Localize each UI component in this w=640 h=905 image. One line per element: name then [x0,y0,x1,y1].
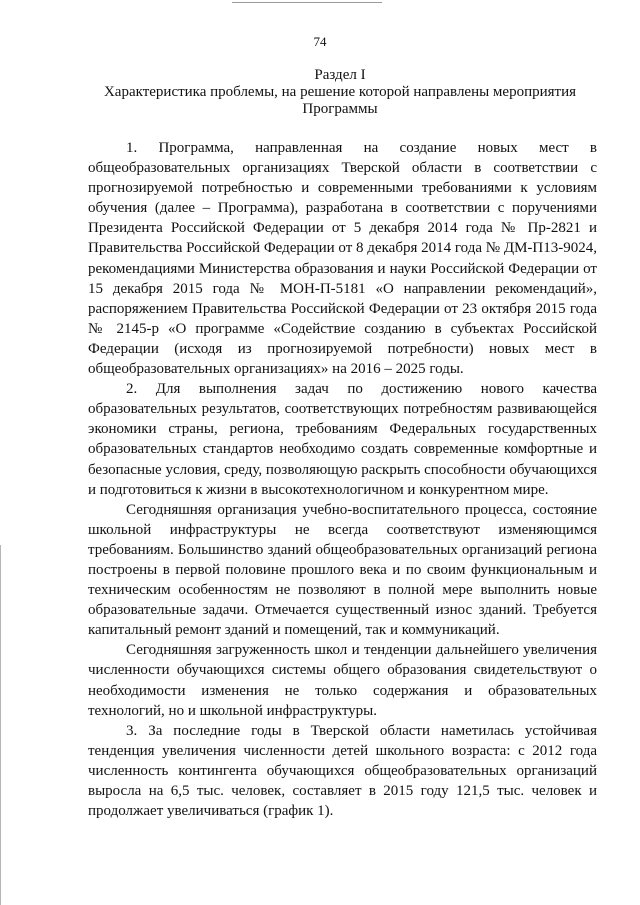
section-title-line-2: Программы [302,101,378,117]
top-edge-rule [232,2,382,3]
section-label: Раздел I [314,67,366,83]
paragraph-3: Сегодняшняя организация учебно-воспитательного процесса, состояние школьной инфраструктуры не всегда соответствуют изменяющимся требованиям. Большинство зданий общеобразовательных организаций региона построены в первой половине прошлого века и по своим функциональным и техническим особенностям не позволяют в полной мере выполнить новые образовательные задачи. Отмечается существенный износ зданий. Требуется капитальный ремонт зданий и помещений, так и коммуникаций. [88,501,597,639]
section-heading [70,67,610,118]
paragraph-4: Сегодняшняя загруженность школ и тенденции дальнейшего увеличения численности обучающихся системы общего образования свидетельствуют о необходимости изменения не только содержания и образовательных технологий, но и школьной инфраструктуры. [88,642,597,719]
paragraph-5: 3. За последние годы в Тверской области наметилась устойчивая тенденция увеличения численности детей школьного возраста: с 2012 года численность контингента обучающихся общеобразовательных организаций выросла на 6,5 тыс. человек, составляет в 2015 году 121,5 тыс. человек и продолжает увеличиваться (график 1). [88,722,597,820]
paragraph-1: 1. Программа, направленная на создание новых мест в общеобразовательных организациях Тверской области в соответствии с прогнозируемой потребностью и современными требованиями к условиям обучения (далее – Программа), разработана в соответствии с поручениями Президента Российской Федерации от 5 декабря 2014 года № Пр-2821 и Правительства Российской Федерации от 8 декабря 2014 года № ДМ-П13-9024, рекомендациями Министерства образования и науки Российской Федерации от 15 декабря 2015 года № МОН-П-5181 «О направлении рекомендаций», распоряжением Правительства Российской Федерации от 23 октября 2015 года № 2145-р «О программе «Содействие созданию в субъектах Российской Федерации (исходя из прогнозируемой потребности) новых мест в общеобразовательных организациях» на 2016 – 2025 годы. [88,140,597,378]
left-edge-rule [0,545,1,905]
page-number: 74 [313,34,327,49]
paragraph-2: 2. Для выполнения задач по достижению нового качества образовательных результатов, соответствующих потребностям развивающейся экономики страны, региона, требованиям Федеральных государственных образовательных стандартов необходимо создать современные комфортные и безопасные условия, среду, позволяющую раскрыть способности обучающихся и подготовиться к жизни в высокотехнологичном и конкурентном мире. [88,381,597,498]
section-title-line-1: Характеристика проблемы, на решение которой направлены мероприятия [103,84,577,100]
document-body [88,138,597,821]
